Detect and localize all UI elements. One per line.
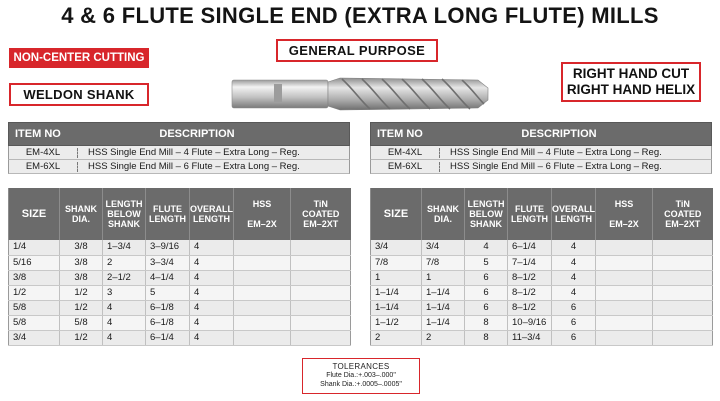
weldon-shank-label: WELDON SHANK: [9, 83, 149, 106]
item-code: EM-4XL: [387, 147, 423, 158]
item-code: EM-4XL: [25, 147, 61, 158]
shank-cell: 1/2: [60, 285, 103, 300]
size-cell: 7/8: [371, 255, 422, 270]
hss-cell: [596, 270, 653, 285]
hss-cell: [596, 300, 653, 315]
overall-cell: 4: [552, 270, 596, 285]
item-description: HSS Single End Mill – 6 Flute – Extra Long – Reg.: [450, 161, 662, 172]
hss-cell: [234, 285, 291, 300]
right-hand-helix-text: RIGHT HAND HELIX: [566, 82, 696, 97]
size-cell: 1–1/4: [371, 285, 422, 300]
overall-cell: 6: [552, 315, 596, 330]
table-row: [371, 240, 713, 255]
flute-cell: 8–1/2: [508, 300, 552, 315]
size-cell: 1–1/4: [371, 300, 422, 315]
spec-header-row: [9, 188, 351, 240]
overall-cell: 4: [190, 285, 234, 300]
tin-cell: [291, 330, 351, 345]
tin-cell: [291, 240, 351, 255]
below-cell: 4: [465, 240, 508, 255]
shank-dia-header: SHANK DIA.: [422, 188, 465, 240]
description-row: [8, 146, 350, 160]
flute-cell: 8–1/2: [508, 285, 552, 300]
table-row: [9, 285, 351, 300]
flute-cell: 10–9/16: [508, 315, 552, 330]
size-cell: 1/4: [9, 240, 60, 255]
below-cell: 8: [465, 315, 508, 330]
shank-cell: 5/8: [60, 315, 103, 330]
below-cell: 6: [465, 285, 508, 300]
non-center-cutting-badge: NON-CENTER CUTTING: [9, 48, 149, 68]
tin-cell: [653, 240, 713, 255]
flute-cell: 6–1/8: [146, 300, 190, 315]
tin-cell: [653, 300, 713, 315]
flute-cell: 6–1/8: [146, 315, 190, 330]
size-cell: 3/4: [371, 240, 422, 255]
below-cell: 3: [103, 285, 146, 300]
right-hand-cut-text: RIGHT HAND CUT: [572, 66, 690, 81]
hss-header: HSS EM–2X: [596, 188, 653, 240]
tin-cell: [653, 285, 713, 300]
shank-cell: 3/8: [60, 255, 103, 270]
hss-cell: [234, 240, 291, 255]
size-cell: 2: [371, 330, 422, 345]
overall-cell: 4: [552, 255, 596, 270]
table-row: [371, 255, 713, 270]
flute-cell: 11–3/4: [508, 330, 552, 345]
table-row: [371, 300, 713, 315]
overall-cell: 4: [190, 240, 234, 255]
tin-cell: [291, 315, 351, 330]
table-row: [9, 315, 351, 330]
table-row: [9, 270, 351, 285]
description-header-label: DESCRIPTION: [159, 128, 235, 140]
item-no-header: ITEM NO: [377, 128, 423, 140]
shank-cell: 1/2: [60, 300, 103, 315]
size-cell: 1: [371, 270, 422, 285]
shank-cell: 1/2: [60, 330, 103, 345]
overall-cell: 4: [552, 240, 596, 255]
flute-cell: 3–3/4: [146, 255, 190, 270]
size-cell: 1–1/2: [371, 315, 422, 330]
description-header-label: DESCRIPTION: [521, 128, 597, 140]
overall-length-header: OVERALL LENGTH: [190, 188, 234, 240]
description-header: [370, 122, 712, 146]
overall-cell: 4: [190, 330, 234, 345]
hss-cell: [234, 300, 291, 315]
overall-cell: 6: [552, 300, 596, 315]
tolerances-title: TOLERANCES: [332, 362, 390, 371]
tin-cell: [291, 285, 351, 300]
overall-cell: 4: [190, 270, 234, 285]
table-row: [9, 330, 351, 345]
tin-cell: [291, 270, 351, 285]
shank-dia-header: SHANK DIA.: [60, 188, 103, 240]
tin-cell: [653, 255, 713, 270]
tin-cell: [291, 300, 351, 315]
size-cell: 3/8: [9, 270, 60, 285]
table-row: [371, 285, 713, 300]
size-cell: 3/4: [9, 330, 60, 345]
below-cell: 4: [103, 315, 146, 330]
flute-length-header: FLUTE LENGTH: [508, 188, 552, 240]
size-header: SIZE: [371, 188, 422, 240]
tin-coated-header: TiN COATED EM–2XT: [291, 188, 351, 240]
tin-cell: [653, 270, 713, 285]
table-row: [371, 330, 713, 345]
description-row: [370, 160, 712, 174]
spec-table-left: [8, 188, 351, 346]
page-title: 4 & 6 FLUTE SINGLE END (EXTRA LONG FLUTE) MILLS: [61, 3, 659, 28]
shank-cell: 3/8: [60, 240, 103, 255]
item-description: HSS Single End Mill – 4 Flute – Extra Long – Reg.: [88, 147, 300, 158]
below-cell: 4: [103, 300, 146, 315]
shank-cell: 1: [422, 270, 465, 285]
table-row: [9, 300, 351, 315]
description-panel-right: [370, 122, 712, 174]
end-mill-image: [230, 74, 492, 114]
tin-cell: [291, 255, 351, 270]
overall-cell: 4: [190, 255, 234, 270]
flute-tolerance: Flute Dia.:+.003–.000": [326, 372, 396, 379]
flute-cell: 6–1/4: [508, 240, 552, 255]
spec-table-right: [370, 188, 713, 346]
table-row: [9, 240, 351, 255]
item-description: HSS Single End Mill – 6 Flute – Extra Long – Reg.: [88, 161, 300, 172]
shank-cell: 1–1/4: [422, 315, 465, 330]
shank-cell: 7/8: [422, 255, 465, 270]
overall-cell: 4: [190, 300, 234, 315]
size-cell: 5/16: [9, 255, 60, 270]
hss-cell: [234, 315, 291, 330]
tin-coated-header: TiN COATED EM–2XT: [653, 188, 713, 240]
hss-cell: [596, 255, 653, 270]
flute-cell: 4–1/4: [146, 270, 190, 285]
description-row: [370, 146, 712, 160]
table-row: [371, 315, 713, 330]
description-header: [8, 122, 350, 146]
hss-cell: [234, 270, 291, 285]
hss-cell: [596, 240, 653, 255]
overall-cell: 4: [552, 285, 596, 300]
item-no-header: ITEM NO: [15, 128, 61, 140]
spec-header-row: [371, 188, 713, 240]
below-cell: 6: [465, 300, 508, 315]
below-cell: 6: [465, 270, 508, 285]
tin-cell: [653, 330, 713, 345]
item-code: EM-6XL: [387, 161, 423, 172]
flute-cell: 7–1/4: [508, 255, 552, 270]
size-header: SIZE: [9, 188, 60, 240]
table-row: [371, 270, 713, 285]
item-description: HSS Single End Mill – 4 Flute – Extra Long – Reg.: [450, 147, 662, 158]
length-below-shank-header: LENGTH BELOW SHANK: [103, 188, 146, 240]
hss-cell: [234, 255, 291, 270]
shank-cell: 1–1/4: [422, 300, 465, 315]
below-cell: 1–3/4: [103, 240, 146, 255]
below-cell: 2: [103, 255, 146, 270]
hss-cell: [596, 285, 653, 300]
size-cell: 1/2: [9, 285, 60, 300]
hss-cell: [234, 330, 291, 345]
tin-cell: [653, 315, 713, 330]
below-cell: 4: [103, 330, 146, 345]
table-row: [9, 255, 351, 270]
flute-cell: 8–1/2: [508, 270, 552, 285]
overall-length-header: OVERALL LENGTH: [552, 188, 596, 240]
size-cell: 5/8: [9, 315, 60, 330]
general-purpose-label: GENERAL PURPOSE: [276, 39, 438, 62]
tolerances-box: [302, 358, 420, 394]
flute-cell: 3–9/16: [146, 240, 190, 255]
shank-tolerance: Shank Dia.:+.0005–.0005": [320, 381, 402, 388]
right-hand-label: [561, 62, 701, 102]
shank-cell: 3/8: [60, 270, 103, 285]
description-panel-left: [8, 122, 350, 174]
shank-cell: 3/4: [422, 240, 465, 255]
hss-cell: [596, 330, 653, 345]
hss-header: HSS EM–2X: [234, 188, 291, 240]
description-row: [8, 160, 350, 174]
below-cell: 8: [465, 330, 508, 345]
hss-cell: [596, 315, 653, 330]
flute-length-header: FLUTE LENGTH: [146, 188, 190, 240]
item-code: EM-6XL: [25, 161, 61, 172]
below-cell: 5: [465, 255, 508, 270]
below-cell: 2–1/2: [103, 270, 146, 285]
shank-cell: 1–1/4: [422, 285, 465, 300]
size-cell: 5/8: [9, 300, 60, 315]
flute-cell: 5: [146, 285, 190, 300]
flute-cell: 6–1/4: [146, 330, 190, 345]
shank-cell: 2: [422, 330, 465, 345]
length-below-shank-header: LENGTH BELOW SHANK: [465, 188, 508, 240]
overall-cell: 6: [552, 330, 596, 345]
overall-cell: 4: [190, 315, 234, 330]
